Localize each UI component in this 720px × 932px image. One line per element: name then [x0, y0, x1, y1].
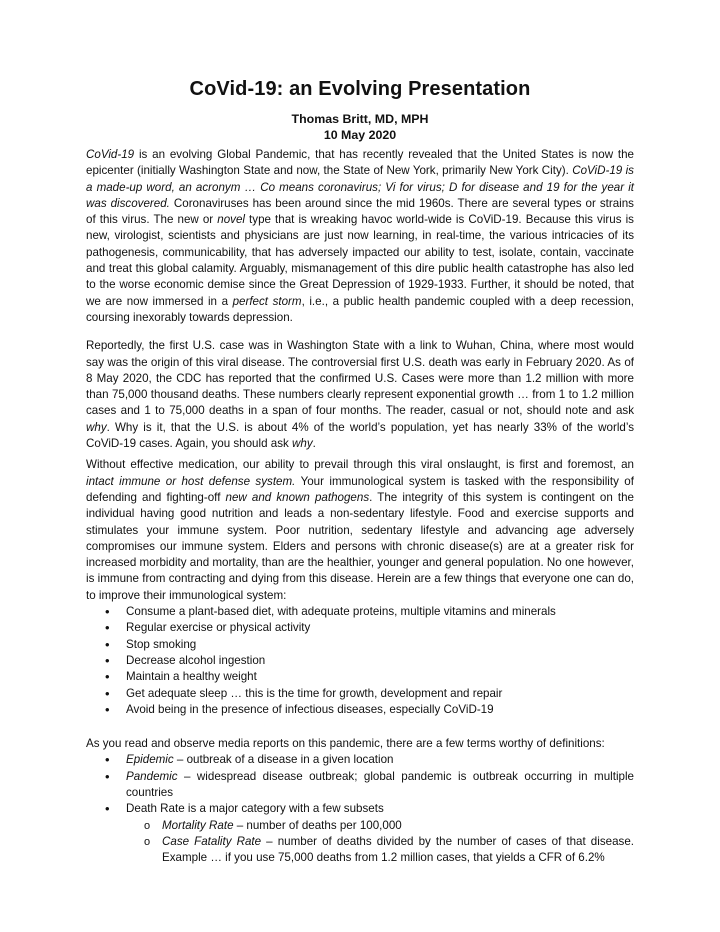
cases-why-2: why	[292, 437, 313, 451]
immune-text-3: . The integrity of this system is contingent on the individual having good nutrition and leads a non-sedentary lifestyle. Food and exercise supports and stimulates your immune system. Poor nutrition, sedentary lifestyle and advancing age adversely compromises our immune system. Elders and persons with chronic disease(s) are at a greater risk for increased morbidity and mortality, than are the healthier, younger and general population. No one however, is immune from contracting and dying from this disease. Herein are a few things that everyone one can do, to improve their immunological system:	[86, 490, 634, 602]
def-mortality-rate: – number of deaths per 100,000	[233, 818, 402, 832]
paragraph-definitions-intro: As you read and observe media reports on this pandemic, there are a few terms worthy of definitions:	[86, 737, 605, 751]
immune-text-1: Without effective medication, our ability to prevail through this viral onslaught, is first and foremost, an	[86, 458, 634, 472]
definitions-list	[86, 752, 634, 866]
immune-tips-list	[86, 604, 634, 718]
cases-text-2: . Why is it, that the U.S. is about 4% of the world’s population, yet has nearly 33% of the world’s CoViD-19 cases. Again, you should ask	[86, 420, 634, 451]
term-pandemic: Pandemic	[126, 769, 178, 783]
list-item: • Consume a plant-based diet, with adequate proteins, multiple vitamins and minerals	[126, 604, 634, 620]
definition-death-rate	[126, 801, 634, 866]
list-item: • Get adequate sleep … this is the time for growth, development and repair	[126, 686, 634, 702]
intro-text-2: Coronaviruses has been around since the mid 1960s. There are several types or strains of this virus. The new or	[86, 196, 634, 227]
death-rate-subsets	[126, 818, 634, 867]
immune-pathogens: new and known pathogens	[225, 490, 370, 504]
list-item: • Avoid being in the presence of infectious diseases, especially CoViD-19	[126, 702, 634, 718]
def-case-fatality-rate: – number of deaths divided by the number of cases of that disease. Example … if you use 75,000 deaths from 1.2 million cases, that yields a CFR of 6.2%	[162, 834, 634, 865]
definition-case-fatality-rate	[162, 834, 634, 867]
cases-text-1: Reportedly, the first U.S. case was in Washington State with a link to Wuhan, China, where most would say was the origin of this viral disease. The controversial first U.S. death was early in February 2020. As of 8 May 2020, the CDC has reported that the confirmed U.S. Cases were more than 1.2 million with more than 75,000 thousand deaths. These numbers clearly represent exponential growth … from 1 to 1.2 million cases and 1 to 75,000 deaths in a span of four months. The reader, casual or not, should note and ask	[86, 339, 634, 418]
def-epidemic: – outbreak of a disease in a given location	[173, 753, 394, 767]
intro-term: CoVid-19	[86, 148, 135, 161]
intro-text-4: , i.e., a public health pandemic coupled with a deep recession, coursing inexorably towards depression.	[86, 294, 634, 324]
term-mortality-rate: Mortality Rate	[162, 818, 234, 832]
intro-novel: novel	[217, 213, 245, 227]
document-title: CoVid-19: an Evolving Presentation	[189, 78, 531, 100]
death-rate-label: Death Rate is a major category with a few subsets	[126, 802, 384, 816]
immune-host-defense: intact immune or host defense system.	[86, 474, 296, 488]
definition-epidemic	[126, 752, 634, 768]
intro-text-1: is an evolving Global Pandemic, that has recently revealed that the United States is now the epicenter (initially Washington State and now, the State of New York, primarily New York City).	[86, 148, 634, 178]
intro-text-3: type that is wreaking havoc world-wide is CoViD-19. Because this virus is new, virologist, scientists and physicians are just now learning, in real-time, the various intricacies of its pathogenesis, communicability, that has adversely impacted our ability to test, isolate, contain, vaccinate and treat this global calamity. Arguably, mismanagement of this dire public health catastrophe has also led to the worse economic demise since the Great Depression of 1929-1933. Further, it should be noted, that we are now immersed in a	[86, 213, 634, 308]
definition-mortality-rate	[162, 818, 634, 834]
term-case-fatality-rate: Case Fatality Rate	[162, 834, 262, 848]
paragraph-us-cases	[86, 338, 634, 452]
immune-text-2: Your immunological system is tasked with the responsibility of defending and fighting-off	[86, 474, 634, 504]
list-item: • Decrease alcohol ingestion	[126, 653, 634, 669]
definition-pandemic	[126, 769, 634, 802]
date-line: 10 May 2020	[323, 128, 397, 142]
document-body	[86, 147, 634, 866]
paragraph-intro	[86, 147, 634, 326]
intro-acronym-note: CoViD-19 is a made-up word, an acronym … Co means coronavirus; Vi for virus; D for disease and 19 for the year it was discovered.	[86, 164, 634, 210]
intro-perfect-storm: perfect storm	[232, 294, 302, 308]
list-item: • Regular exercise or physical activity	[126, 620, 634, 636]
paragraph-immune	[86, 457, 634, 604]
term-epidemic: Epidemic	[126, 753, 174, 767]
cases-text-3: .	[312, 437, 316, 451]
def-pandemic: – widespread disease outbreak; global pandemic is outbreak occurring in multiple countries	[126, 769, 634, 799]
list-item: • Maintain a healthy weight	[126, 669, 634, 685]
list-item: • Stop smoking	[126, 637, 634, 653]
author-line: Thomas Britt, MD, MPH	[291, 112, 429, 126]
cases-why-1: why	[86, 420, 107, 434]
